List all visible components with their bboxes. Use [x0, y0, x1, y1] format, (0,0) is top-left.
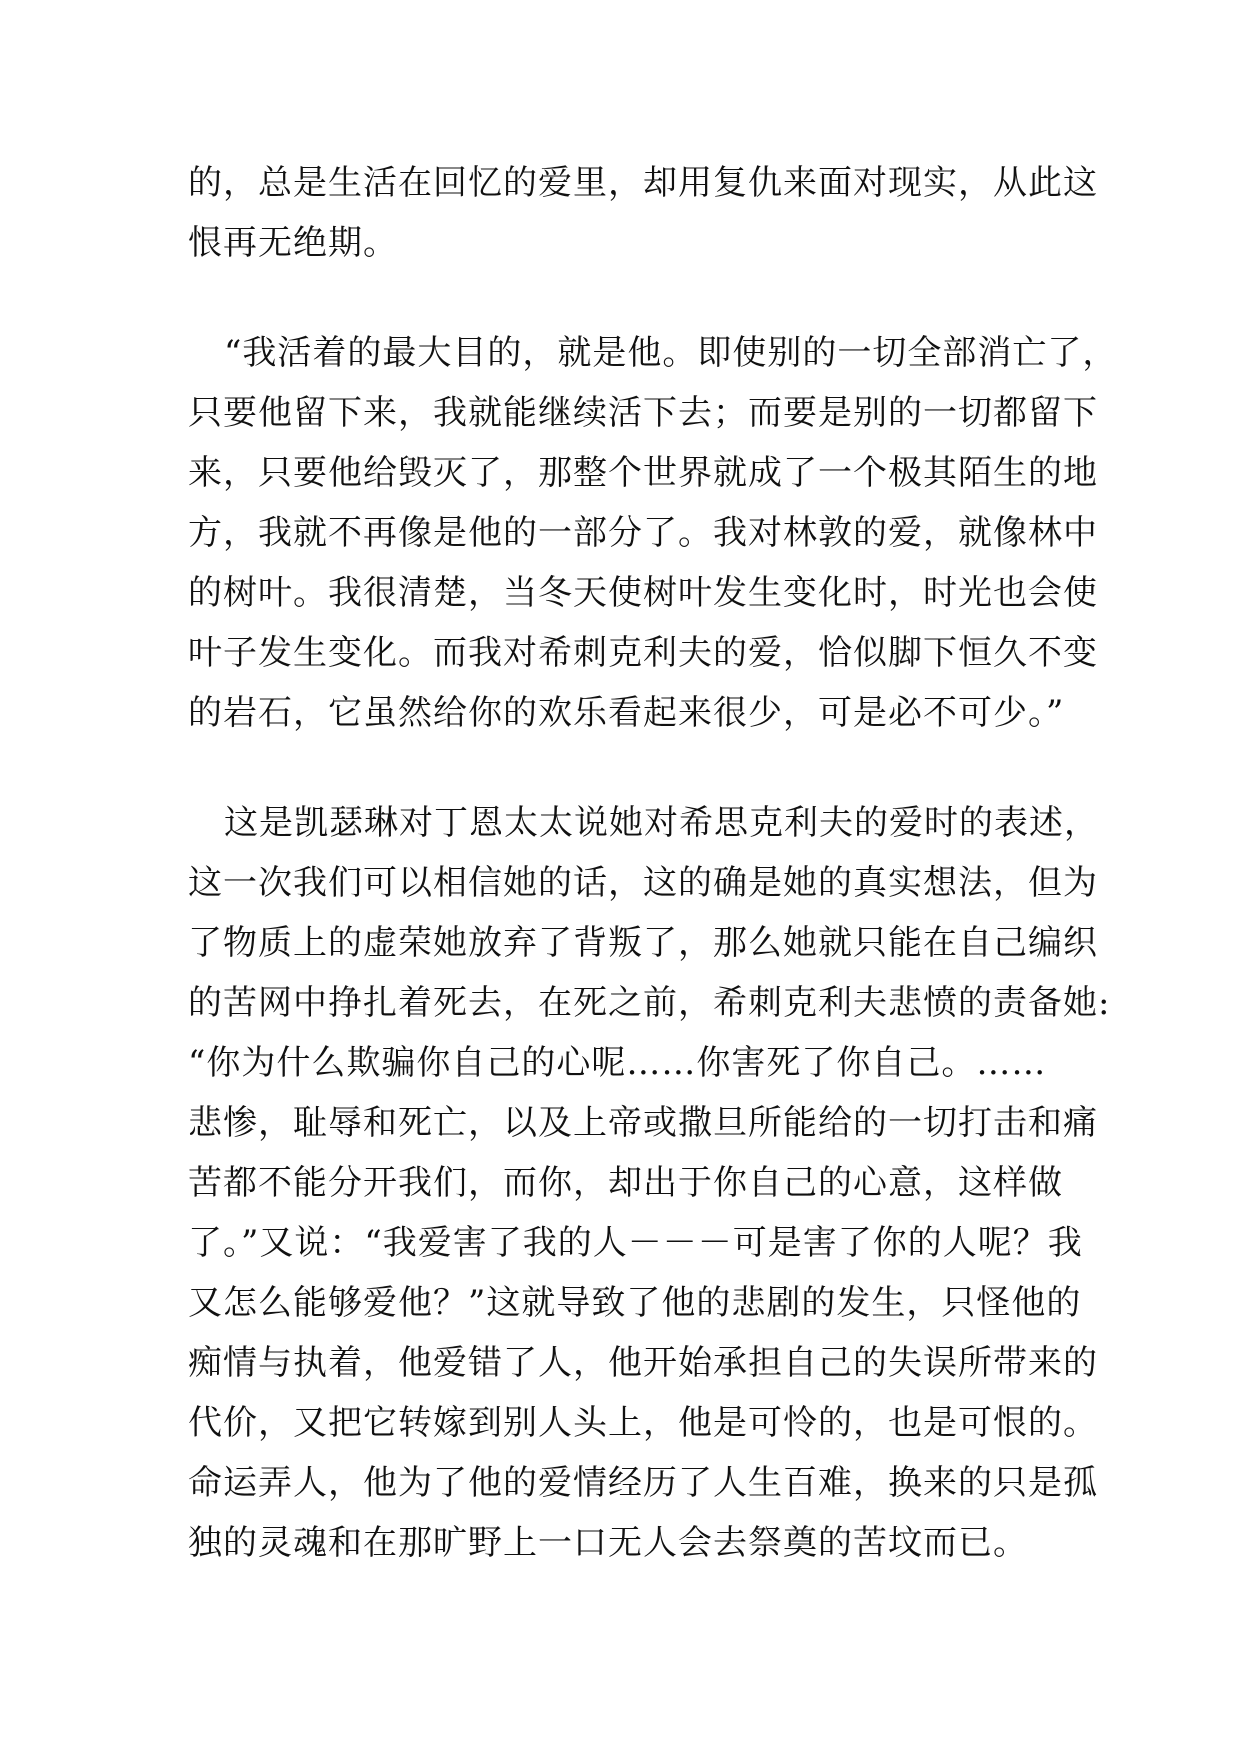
- text-line: 又怎么能够爱他？”这就导致了他的悲剧的发生，只怪他的: [188, 1283, 1082, 1323]
- text-line: 的，总是生活在回忆的爱里，却用复仇来面对现实，从此这: [188, 163, 1098, 203]
- text-line: “你为什么欺骗你自己的心呢……你害死了你自己。……: [188, 1043, 1047, 1083]
- text-line: 痴情与执着，他爱错了人，他开始承担自己的失误所带来的: [188, 1343, 1098, 1383]
- text-line: 独的灵魂和在那旷野上一口无人会去祭奠的苦坟而已。: [188, 1523, 1028, 1563]
- text-line: 叶子发生变化。而我对希刺克利夫的爱，恰似脚下恒久不变: [188, 633, 1098, 673]
- text-line: 这一次我们可以相信她的话，这的确是她的真实想法，但为: [188, 863, 1098, 903]
- text-line: 的苦网中挣扎着死去，在死之前，希刺克利夫悲愤的责备她:: [188, 983, 1111, 1023]
- text-line: 了。”又说：“我爱害了我的人－－－可是害了你的人呢？我: [188, 1223, 1083, 1263]
- text-line: 的树叶。我很清楚，当冬天使树叶发生变化时，时光也会使: [188, 573, 1098, 613]
- text-line: 命运弄人，他为了他的爱情经历了人生百难，换来的只是孤: [188, 1463, 1098, 1503]
- paragraph-2: [188, 323, 1118, 743]
- text-line: “我活着的最大目的，就是他。即使别的一切全部消亡了，: [224, 333, 1118, 373]
- text-line: 的岩石，它虽然给你的欢乐看起来很少，可是必不可少。”: [188, 693, 1065, 733]
- text-line: 恨再无绝期。: [188, 223, 398, 263]
- paragraph-1: [188, 153, 1098, 273]
- text-line: 这是凯瑟琳对丁恩太太说她对希思克利夫的爱时的表述，: [224, 803, 1099, 843]
- text-line: 悲惨，耻辱和死亡，以及上帝或撒旦所能给的一切打击和痛: [188, 1103, 1098, 1143]
- text-line: 只要他留下来，我就能继续活下去；而要是别的一切都留下: [188, 393, 1098, 433]
- text-line: 苦都不能分开我们，而你，却出于你自己的心意，这样做: [188, 1163, 1063, 1203]
- text-line: 来，只要他给毁灭了，那整个世界就成了一个极其陌生的地: [188, 453, 1098, 493]
- text-line: 代价，又把它转嫁到别人头上，他是可怜的，也是可恨的。: [188, 1403, 1098, 1443]
- text-line: 方，我就不再像是他的一部分了。我对林敦的爱，就像林中: [188, 513, 1098, 553]
- paragraph-3: [188, 793, 1111, 1573]
- text-line: 了物质上的虚荣她放弃了背叛了，那么她就只能在自己编织: [188, 923, 1098, 963]
